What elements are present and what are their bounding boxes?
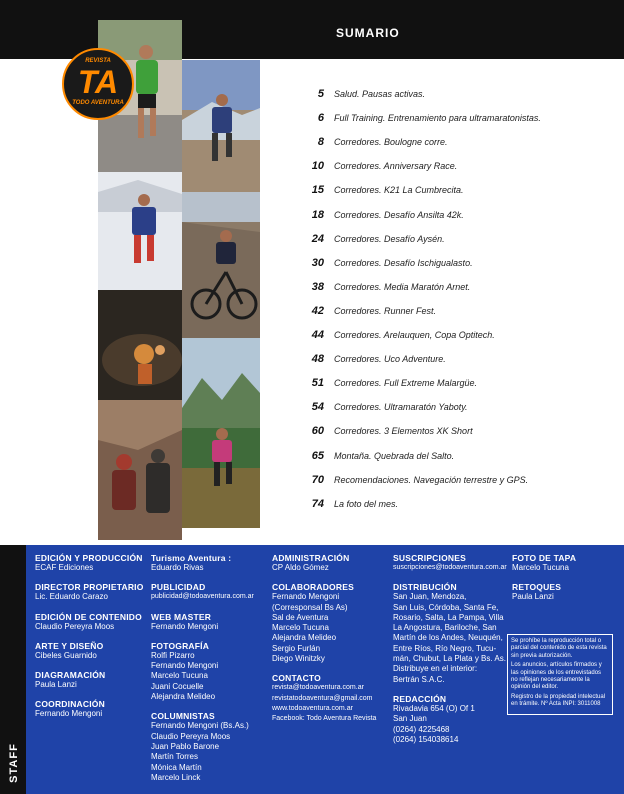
page-title: SUMARIO xyxy=(336,26,400,40)
toc-title: Corredores. Runner Fest. xyxy=(334,305,437,316)
staff-value: Paula Lanzi xyxy=(512,592,554,602)
staff-value: Fernando Mengoni (Bs.As.) xyxy=(151,721,249,731)
magazine-logo xyxy=(62,48,134,120)
toc-title: Montaña. Quebrada del Salto. xyxy=(334,450,455,461)
staff-value: mán, Chubut, La Plata y Bs. As. xyxy=(393,654,506,664)
staff-value: Juan Pablo Barone xyxy=(151,741,220,751)
toc-title: Corredores. K21 La Cumbrecita. xyxy=(334,185,464,196)
toc-item xyxy=(300,474,528,490)
staff-value: Cibeles Guarnido xyxy=(35,650,97,660)
toc-page-number: 10 xyxy=(311,160,324,173)
staff-heading: FOTOGRAFÍA xyxy=(151,640,210,651)
staff-value: San Juan, Mendoza, xyxy=(393,592,467,602)
staff-value: Sergio Furlán xyxy=(272,643,321,653)
toc-title: La foto del mes. xyxy=(334,498,399,509)
legal-notice xyxy=(507,634,613,715)
staff-column-3 xyxy=(272,553,376,725)
staff-value: (0264) 154038614 xyxy=(393,734,459,744)
staff-value: San Luis, Córdoba, Santa Fe, xyxy=(393,602,499,612)
staff-section xyxy=(0,545,624,794)
staff-heading: DISTRIBUCIÓN xyxy=(393,582,457,593)
toc-item xyxy=(300,209,464,225)
staff-value: Claudio Pereyra Moos xyxy=(151,731,231,741)
staff-value: Alejandra Melideo xyxy=(272,633,337,643)
toc-page-number: 70 xyxy=(311,473,324,486)
staff-value: Martín Torres xyxy=(151,752,198,762)
toc-page-number: 38 xyxy=(311,280,324,293)
toc-title: Corredores. Boulogne corre. xyxy=(334,137,448,148)
staff-side-bar xyxy=(0,545,26,794)
staff-value: Rivadavia 654 (O) Of 1 xyxy=(393,703,475,713)
staff-label: STAFF xyxy=(7,743,20,783)
staff-value: Mónica Martín xyxy=(151,762,202,772)
staff-value: Fernando Mengoni xyxy=(35,709,103,719)
toc-page-number: 65 xyxy=(311,449,324,462)
toc-title: Corredores. Full Extreme Malargüe. xyxy=(334,378,478,389)
staff-value: Fernando Mengoni xyxy=(151,661,219,671)
staff-heading: WEB MASTER xyxy=(151,611,212,622)
toc-title: Corredores. Desafío Aysén. xyxy=(334,233,445,244)
staff-value: Juani Cocuelle xyxy=(151,681,204,691)
staff-value: Eduardo Rivas xyxy=(151,563,204,572)
staff-column-2 xyxy=(151,553,254,783)
toc-page-number: 30 xyxy=(311,256,324,269)
staff-heading: DIRECTOR PROPIETARIO xyxy=(35,582,144,593)
toc-title: Full Training. Entrenamiento para ultramaratonistas. xyxy=(334,113,541,124)
toc-title: Salud. Pausas activas. xyxy=(334,89,426,99)
staff-heading: REDACCIÓN xyxy=(393,693,447,704)
staff-heading: EDICIÓN DE CONTENIDO xyxy=(35,611,142,622)
staff-value: San Juan xyxy=(393,714,427,724)
toc-title: Corredores. 3 Elementos XK Short xyxy=(334,426,473,437)
staff-heading: SUSCRIPCIONES xyxy=(393,553,466,563)
toc-title: Corredores. Uco Adventure. xyxy=(334,354,446,365)
photo-cave-explorers-art xyxy=(98,290,182,400)
staff-value: Marcelo Tucuna xyxy=(151,671,208,681)
staff-value: Claudio Pereyra Moos xyxy=(35,621,115,631)
photo-hikers-rocks-art xyxy=(98,400,182,540)
staff-heading: COLUMNISTAS xyxy=(151,711,215,722)
toc-page-number: 8 xyxy=(317,136,324,149)
staff-value: Rosario, Salta, La Pampa, Villa xyxy=(393,612,504,622)
toc-page-number: 54 xyxy=(311,401,324,414)
toc-page-number: 15 xyxy=(311,184,324,197)
staff-value: CP Aldo Gómez xyxy=(272,563,329,572)
toc-item xyxy=(300,305,436,321)
staff-value: Facebook: Todo Aventura Revista xyxy=(272,715,377,723)
legal-notice-paragraph: Los anuncios, artículos firmados y las opiniones de los entrevistados no reflejan necesariamente la opinión del editor. xyxy=(511,662,602,691)
staff-value: ECAF Ediciones xyxy=(35,563,94,572)
toc-page-number: 5 xyxy=(317,88,324,100)
staff-value: Fernando Mengoni xyxy=(272,592,340,602)
staff-value: Rolfi Pizarro xyxy=(151,650,195,660)
toc-item xyxy=(300,329,495,345)
photo-hikers-rocks xyxy=(98,400,182,540)
photo-mountain-biker xyxy=(182,192,260,338)
toc-item xyxy=(300,112,541,128)
toc-item xyxy=(300,160,457,176)
photo-runner-mountain-art xyxy=(182,60,260,192)
staff-heading: COLABORADORES xyxy=(272,582,354,593)
toc-page-number: 6 xyxy=(317,112,324,125)
staff-heading: COORDINACIÓN xyxy=(35,699,105,710)
toc-title: Corredores. Desafío Ischigualasto. xyxy=(334,257,473,268)
toc-item xyxy=(300,88,425,104)
toc-page-number: 48 xyxy=(311,353,324,366)
staff-value: (Corresponsal Bs As) xyxy=(272,602,348,612)
staff-value: Sal de Aventura xyxy=(272,612,329,622)
staff-value: Marcelo Linck xyxy=(151,772,201,782)
staff-value: Marcelo Tucuna xyxy=(512,563,569,572)
photo-runner-mountain xyxy=(182,60,260,192)
staff-column-5 xyxy=(512,553,576,603)
staff-column-4 xyxy=(393,553,507,745)
staff-value: revista@todoaventura.com.ar xyxy=(272,684,364,692)
staff-value: Bertrán S.A.C. xyxy=(393,674,445,684)
logo-bottom-text: TODO AVENTURA xyxy=(72,100,124,106)
toc-page-number: 44 xyxy=(311,329,324,341)
staff-heading: DIAGRAMACIÓN xyxy=(35,670,106,681)
toc-page-number: 74 xyxy=(311,497,324,510)
toc-item xyxy=(300,377,477,393)
staff-heading: PUBLICIDAD xyxy=(151,582,206,593)
toc-title: Recomendaciones. Navegación terrestre y GPS. xyxy=(334,474,529,485)
staff-value: Alejandra Melideo xyxy=(151,692,216,702)
toc-item xyxy=(300,401,468,417)
legal-notice-paragraph: Registro de la propiedad intelectual en trámite. Nº Acta INPI: 3011008 xyxy=(511,693,606,708)
staff-value: Diego Winitzky xyxy=(272,654,325,664)
toc-page-number: 18 xyxy=(311,208,324,221)
photo-forest-runner xyxy=(182,338,260,528)
staff-value: suscripciones@todoaventura.com.ar xyxy=(393,564,507,571)
toc-item xyxy=(300,498,398,514)
toc-page-number: 42 xyxy=(311,304,324,317)
toc-item xyxy=(300,136,448,152)
toc-item xyxy=(300,233,445,249)
toc-item xyxy=(300,425,473,441)
photo-mountain-biker-art xyxy=(182,192,260,338)
toc-item xyxy=(300,184,464,200)
toc-item xyxy=(300,257,473,273)
staff-value: Fernando Mengoni xyxy=(151,621,219,631)
toc-title: Corredores. Media Maratón Arnet. xyxy=(334,281,471,292)
staff-heading: CONTACTO xyxy=(272,673,321,684)
staff-heading: ARTE Y DISEÑO xyxy=(35,640,104,651)
photo-runner-snow xyxy=(98,172,182,290)
staff-value: La Angostura, Bariloche, San xyxy=(393,623,497,633)
staff-heading: FOTO DE TAPA xyxy=(512,553,577,563)
toc-title: Corredores. Anniversary Race. xyxy=(334,161,458,172)
staff-value: Lic. Eduardo Carazo xyxy=(35,592,108,602)
toc-item xyxy=(300,353,446,369)
toc-page-number: 60 xyxy=(311,425,324,438)
staff-value: Martín de los Andes, Neuquén, xyxy=(393,633,503,643)
staff-value: (0264) 4225468 xyxy=(393,724,450,734)
photo-forest-runner-art xyxy=(182,338,260,528)
toc-page-number: 51 xyxy=(311,377,324,390)
photo-runner-snow-art xyxy=(98,172,182,290)
toc-page-number: 24 xyxy=(311,232,324,245)
staff-value: revistatodoaventura@gmail.com xyxy=(272,694,373,702)
toc-title: Corredores. Arelauquen, Copa Optitech. xyxy=(334,330,495,340)
staff-value: Entre Ríos, Río Negro, Tucu- xyxy=(393,643,497,653)
toc-item xyxy=(300,450,454,466)
staff-value: Paula Lanzi xyxy=(35,680,77,690)
logo-main-text: TA xyxy=(77,64,119,100)
logo-top-text: REVISTA xyxy=(85,58,111,64)
staff-value: www.todoaventura.com.ar xyxy=(272,704,353,712)
staff-value: publicidad@todoaventura.com.ar xyxy=(151,593,254,601)
staff-value: Marcelo Tucuna xyxy=(272,623,329,633)
staff-column-1 xyxy=(35,553,144,720)
legal-notice-paragraph: Se prohíbe la reproducción total o parcial del contenido de esta revista sin previa autorización. xyxy=(511,638,607,659)
staff-heading: EDICIÓN Y PRODUCCIÓN xyxy=(35,553,143,563)
toc-title: Corredores. Desafío Ansilta 42k. xyxy=(334,209,464,220)
toc-title: Corredores. Ultramaratón Yaboty. xyxy=(334,402,468,413)
toc-item xyxy=(300,281,470,297)
photo-cave-explorers xyxy=(98,290,182,400)
staff-heading: Turismo Aventura : xyxy=(151,553,232,563)
staff-value: Distribuye en el interior: xyxy=(393,664,478,674)
staff-heading: ADMINISTRACIÓN xyxy=(272,553,350,563)
staff-heading: RETOQUES xyxy=(512,582,562,593)
